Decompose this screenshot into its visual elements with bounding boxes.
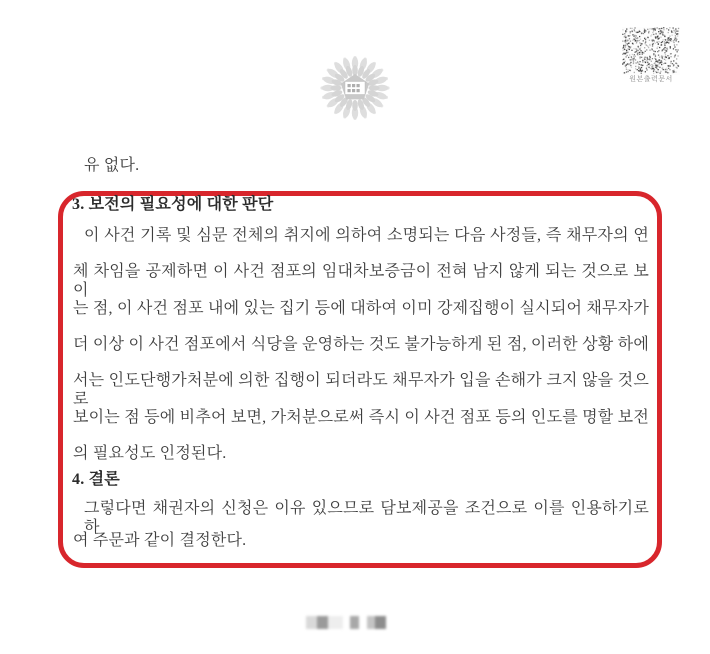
section4-line: 그렇다면 채권자의 신청은 이유 있으므로 담보제공을 조건으로 이를 인용하기로 하 <box>84 500 649 536</box>
redaction-block <box>367 616 375 629</box>
section4-line: 여 주문과 같이 결정한다. <box>73 532 247 549</box>
section3-line: 체 차임을 공제하면 이 사건 점포의 임대차보증금이 전혀 남지 않게 되는 것으로 보이 <box>73 263 649 299</box>
redaction-block <box>317 616 328 629</box>
section3-line: 더 이상 이 사건 점포에서 식당을 운영하는 것도 불가능하게 된 점, 이러한 상황 하에 <box>73 336 649 353</box>
verification-stamp <box>620 27 682 84</box>
section3-line: 의 필요성도 인정된다. <box>73 445 227 462</box>
barcode-icon <box>622 27 680 75</box>
redacted-footer <box>306 616 386 629</box>
section3-line: 이 사건 기록 및 심문 전체의 취지에 의하여 소명되는 다음 사정들, 즉 채무자의 연 <box>84 227 649 244</box>
redaction-block <box>328 616 343 629</box>
section3-line: 서는 인도단행가처분에 의한 집행이 되더라도 채무자가 입을 손해가 크지 않을 것으로 <box>73 372 649 408</box>
redaction-block <box>375 616 386 629</box>
redaction-gap <box>343 616 350 629</box>
court-seal-icon <box>313 50 397 126</box>
section4-heading: 4. 결론 <box>72 471 120 488</box>
leading-text: 유 없다. <box>84 157 140 174</box>
section3-line: 는 점, 이 사건 점포 내에 있는 집기 등에 대하여 이미 강제집행이 실시되어 채무자가 <box>73 300 649 317</box>
section3-heading: 3. 보전의 필요성에 대한 판단 <box>72 196 274 213</box>
barcode-label: 원본출력문서 <box>629 76 673 83</box>
section3-line: 보이는 점 등에 비추어 보면, 가처분으로써 즉시 이 사건 점포 등의 인도를 명할 보전 <box>73 409 649 426</box>
redaction-block <box>306 616 317 629</box>
redaction-block <box>350 616 359 629</box>
redaction-gap <box>359 616 367 629</box>
